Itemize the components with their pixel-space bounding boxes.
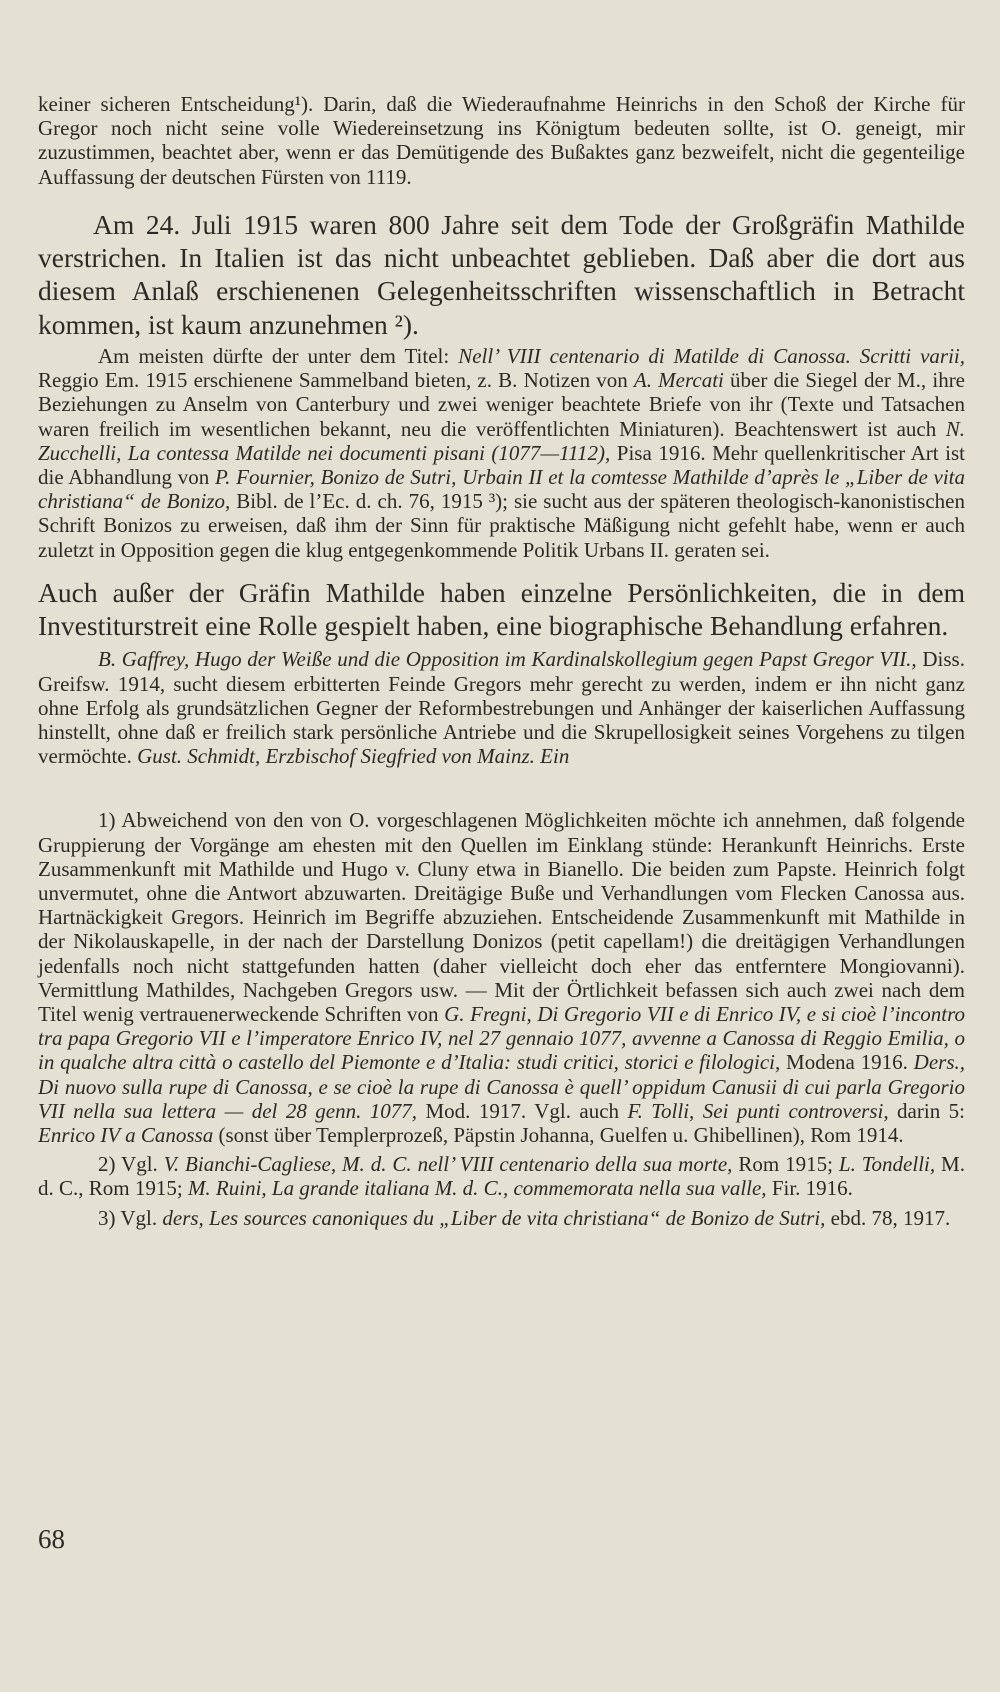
text-run: Mod. 1917. Vgl. auch: [417, 1098, 628, 1123]
italic-title: Ders., Di nuovo sulla rupe di Canossa, e se cioè la rupe di Canossa è quell’ oppidum Canusii di cui parla Gregorio VII nella sua lettera — del 28 genn. 1077,: [38, 1050, 965, 1123]
italic-author: A. Mercati: [633, 368, 724, 393]
text-run: 2) Vgl.: [98, 1152, 164, 1177]
text-run: 1) Abweichend von den von O. vorgeschlagenen Möglichkeiten möchte ich annehmen, daß folgende Gruppierung der Vorgänge am ehesten mit den Quellen im Einklang stünde: Herankunft Heinrichs. Erste Zusammenkunft mit Mathilde und Hugo v. Cluny etwa in Bianello. Die beiden zum Papste. Heinrich folgt unvermutet, ohne die Antwort abzuwarten. Dreitägige Buße und Verhandlungen vom Flecken Canossa aus. Hartnäckigkeit Gregors. Heinrich im Begriffe abzuziehen. Entscheidende Zusammenkunft mit Mathilde in der Nikolauskapelle, in der nach der Darstellung Donizos (petit capellam!) die dreitägigen Verhandlungen jedenfalls noch nicht stattgefunden hatten (daher vielleicht doch eher das entferntere Mongiovanni). Vermittlung Mathildes, Nachgeben Gregors usw. — Mit der Örtlichkeit befassen sich auch zwei nach dem Titel wenig vertrauenerweckende Schriften von: [38, 808, 965, 1027]
text-run: Pisa 1916. Mehr quellenkritischer Art ist die Abhandlung von: [38, 440, 965, 490]
main-paragraph-2: Auch außer der Gräfin Mathilde haben einzelne Persönlichkeiten, die in dem Investiturstreit eine Rolle gespielt haben, eine biographische Behandlung erfahren.: [38, 576, 965, 642]
italic-title: B. Gaffrey, Hugo der Weiße und die Opposition im Kardinalskollegium gegen Papst Gregor VII.,: [98, 647, 917, 672]
italic-title: V. Bianchi-Cagliese, M. d. C. nell’ VIII centenario della sua morte,: [163, 1152, 733, 1177]
italic-title: Enrico IV a Canossa: [38, 1123, 214, 1148]
italic-title: N. Zucchelli, La contessa Matilde nei documenti pisani (1077—1112),: [38, 416, 965, 465]
text-run: M. d. C., Rom 1915;: [38, 1152, 965, 1201]
italic-title: M. Ruini, La grande italiana M. d. C., commemorata nella sua valle,: [187, 1176, 767, 1201]
text-run: Modena 1916.: [780, 1050, 914, 1075]
text-run: ebd. 78, 1917.: [825, 1205, 951, 1230]
text-run: Diss. Greifsw. 1914, sucht diesem erbitterten Feinde Gregors mehr gerecht zu werden, indem er ihn nicht ganz ohne Erfolg als grundsätzlichen Gegner der Reformbestrebungen und Anhänger der kaiserlichen Auffassung hinstellt, ohne daß er freilich stark persönliche Antriebe und die Skrupellosigkeit seines Vorgehens zu tilgen vermöchte.: [38, 647, 965, 769]
detail-paragraph-2: [38, 647, 965, 768]
italic-title: P. Fournier, Bonizo de Sutri, Urbain II et la comtesse Mathilde d’après le „Liber de vita christiana“ de Bonizo,: [38, 465, 965, 514]
text-run: Rom 1915;: [732, 1152, 839, 1177]
intro-paragraph: keiner sicheren Entscheidung¹). Darin, daß die Wiederaufnahme Heinrichs in den Schoß der Kirche für Gregor noch nicht seine volle Wiedereinsetzung ins Königtum bedeuten sollte, ist O. geneigt, mir zuzustimmen, beachtet aber, wenn er das Demütigende des Bußaktes ganz bezweifelt, nicht die gegenteilige Auffassung der deutschen Fürsten von 1119.: [38, 92, 965, 189]
text-run: Bibl. de l’Ec. d. ch. 76, 1915 ³); sie sucht aus der späteren theologisch-kanonistischen Schrift Bonizos zu erweisen, daß ihm der Sinn für praktische Mäßigung nicht gefehlt habe, wenn er auch zuletzt in Opposition gegen die klug entgegenkommende Politik Urbans II. geraten sei.: [38, 489, 965, 562]
footnote-3: [38, 1206, 965, 1230]
italic-title: G. Fregni, Di Gregorio VII e di Enrico IV, e si cioè l’incontro tra papa Gregorio VII e l’imperatore Enrico IV, nel 27 gennaio 1077, avvenne a Canossa di Reggio Emilia, o in qualche altra città o castello del Piemonte e d’Italia: studi critici, storici e filologici,: [38, 1002, 965, 1075]
italic-title: ders, Les sources canoniques du „Liber de vita christiana“ de Bonizo de Sutri,: [162, 1205, 826, 1230]
page-number: 68: [38, 1524, 65, 1554]
main-paragraph-1: Am 24. Juli 1915 waren 800 Jahre seit dem Tode der Großgräfin Mathilde verstrichen. In Italien ist das nicht unbeachtet geblieben. Daß aber die dort aus diesem Anlaß erschienenen Gelegenheitsschriften wissenschaftlich in Betracht kommen, ist kaum anzunehmen ²).: [38, 208, 965, 340]
text-run: Reggio Em. 1915 erschienene Sammelband bieten, z. B. Notizen von: [38, 368, 634, 393]
text-run: (sonst über Templerprozeß, Päpstin Johanna, Guelfen u. Ghibellinen), Rom 1914.: [213, 1123, 904, 1148]
italic-title: Nell’ VIII centenario di Matilde di Canossa. Scritti varii,: [458, 344, 965, 368]
text-run: über die Siegel der M., ihre Beziehungen zu Anselm von Canterbury und zwei weniger beachtete Briefe von ihr (Texte und Tatsachen waren freilich im wesentlichen bekannt, neu die veröffentlichten Miniaturen). Beachtenswert ist auch: [38, 368, 966, 441]
text-run: 3) Vgl.: [98, 1205, 163, 1230]
text-run: Fir. 1916.: [766, 1176, 853, 1201]
footnotes: [38, 808, 965, 1229]
footnote-1: [38, 808, 965, 1147]
text-run: darin 5:: [888, 1098, 965, 1123]
italic-author: L. Tondelli,: [838, 1152, 936, 1177]
detail-paragraph-1: [38, 344, 965, 562]
footnote-2: [38, 1152, 965, 1200]
text-run: Am meisten dürfte der unter dem Titel:: [98, 344, 459, 368]
italic-title: F. Tolli, Sei punti controversi,: [627, 1098, 889, 1123]
italic-title: Gust. Schmidt, Erzbischof Siegfried von Mainz. Ein: [137, 744, 570, 769]
